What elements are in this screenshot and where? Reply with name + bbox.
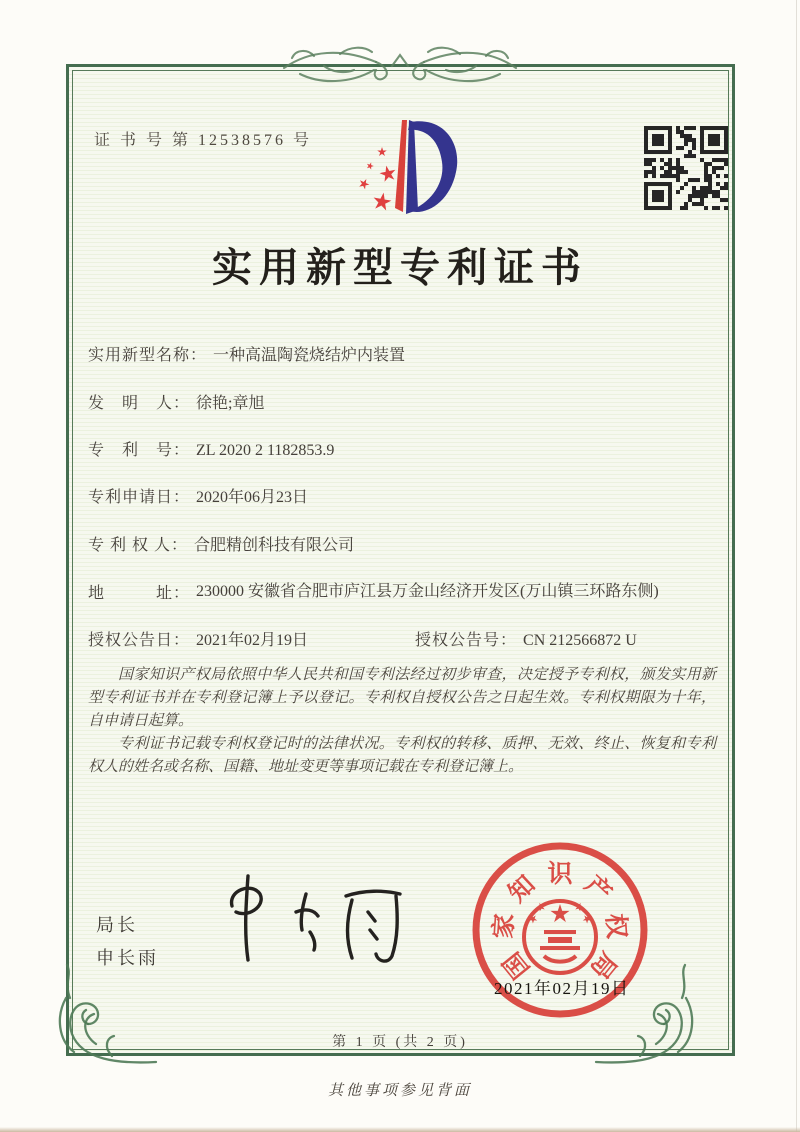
field-row-address [88, 580, 674, 605]
field-value: 2020年06月23日 [196, 489, 309, 506]
field-value: 徐艳;章旭 [196, 395, 265, 412]
field-row-utility-name [88, 342, 405, 365]
top-center-flourish-ornament [280, 40, 520, 92]
field-value: 230000 安徽省合肥市庐江县万金山经济开发区(万山镇三环路东侧) [196, 583, 659, 600]
signer-title: 局长 [96, 915, 138, 935]
field-value: ZL 2020 2 1182853.9 [196, 442, 335, 459]
field-value: 一种高温陶瓷烧结炉内装置 [213, 347, 406, 364]
field-label: 专利申请日： [88, 489, 191, 506]
director-signature-icon [218, 868, 418, 968]
svg-text:识: 识 [547, 861, 573, 888]
other-matters-note: 其他事项参见背面 [327, 1083, 472, 1099]
field-value: 2021年02月19日 [196, 632, 309, 649]
field-label: 专 利 权 人： [88, 537, 189, 554]
scan-edge-shadow [796, 0, 797, 1132]
svg-text:家: 家 [490, 912, 519, 940]
certificate-number: 证 书 号 第 12538576 号 [94, 132, 313, 149]
field-label: 授权公告日： [88, 632, 191, 649]
seal-arc-text [489, 860, 630, 984]
field-row-patent-number [88, 437, 334, 460]
svg-text:局: 局 [584, 946, 622, 984]
cnipa-patent-logo-icon [348, 112, 466, 218]
national-emblem-icon [524, 901, 596, 973]
legal-paragraph-1: 国家知识产权局依照中华人民共和国专利法经过初步审查，决定授予专利权，颁发实用新型专利证书并在专利登记簿上予以登记。专利权自授权公告之日起生效。专利权期限为十年，自申请日起算。 [88, 667, 716, 729]
svg-text:国: 国 [498, 946, 536, 984]
legal-text-block [88, 664, 716, 779]
field-label: 发 明 人： [88, 395, 191, 412]
page-number: 第 1 页 (共 2 页) [332, 1035, 468, 1050]
svg-text:知: 知 [503, 871, 541, 908]
seal-date: 2021年02月19日 [494, 979, 630, 998]
field-row-grant [88, 627, 637, 650]
qr-code [644, 126, 728, 210]
field-row-patentee [88, 532, 354, 555]
scan-bottom-shadow [0, 1127, 800, 1132]
field-label: 地 址： [88, 585, 191, 602]
legal-paragraph-2: 专利证书记载专利权登记时的法律状况。专利权的转移、质押、无效、终止、恢复和专利权人的姓名或名称、国籍、地址变更等事项记载在专利登记簿上。 [88, 736, 716, 775]
grant-number-pair [415, 627, 637, 650]
field-value: CN 212566872 U [523, 632, 637, 649]
field-label: 专 利 号： [88, 442, 191, 459]
field-label: 实用新型名称： [88, 347, 208, 364]
bottom-left-corner-flourish [48, 964, 158, 1074]
field-value: 合肥精创科技有限公司 [194, 537, 355, 554]
svg-text:权: 权 [601, 912, 630, 940]
field-row-inventor [88, 390, 264, 413]
field-row-filing-date [88, 484, 308, 507]
signer-name: 申长雨 [96, 948, 159, 968]
svg-text:产: 产 [579, 871, 617, 908]
field-label: 授权公告号： [415, 632, 518, 649]
certificate-title: 实用新型专利证书 [212, 245, 588, 290]
